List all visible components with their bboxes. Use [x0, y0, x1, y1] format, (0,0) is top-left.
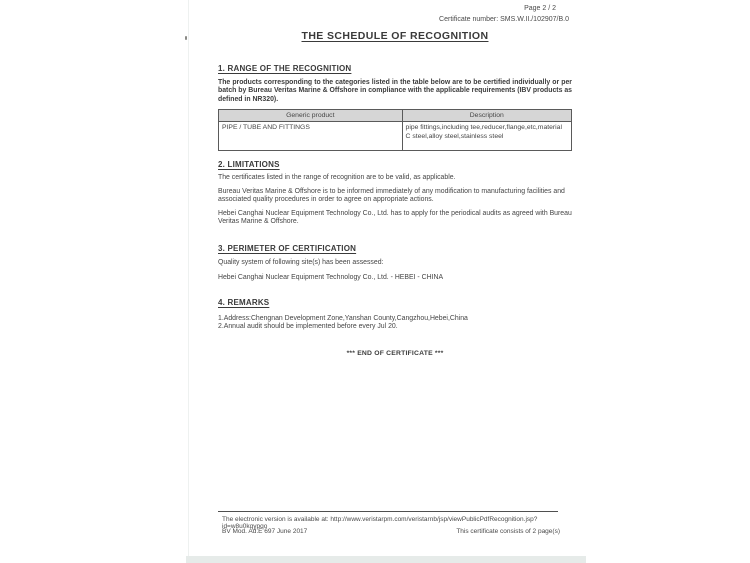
- remarks-list: [218, 315, 572, 331]
- document-title: THE SCHEDULE OF RECOGNITION: [301, 30, 489, 42]
- certificate-number: Certificate number: SMS.W.II./102907/B.0: [439, 16, 569, 23]
- electronic-version-note: The electronic version is available at: http://www.veristarpm.com/veristarnb/jsp/viewPublicPdfRecognition.jsp?id=w8u0kqypqo: [222, 516, 538, 530]
- section-remarks: [218, 298, 572, 331]
- limitations-paragraph: Bureau Veritas Marine & Offshore is to be informed immediately of any modification to manufacturing facilities and associated quality procedures in order to agree on appropriate actions.: [218, 187, 565, 204]
- section-1-heading: 1. RANGE OF THE RECOGNITION: [218, 64, 352, 73]
- form-reference: BV Mod. Ad.E 697 June 2017: [222, 528, 308, 535]
- cell-description: pipe fittings,including tee,reducer,flange,etc,material C steel,alloy steel,stainless steel: [402, 122, 571, 151]
- assessed-site: Hebei Canghai Nuclear Equipment Technology Co., Ltd. - HEBEI - CHINA: [218, 273, 444, 281]
- footer-divider: [218, 511, 558, 512]
- perimeter-paragraph: Quality system of following site(s) has been assessed:: [218, 259, 384, 267]
- document-body: [218, 64, 572, 357]
- page-number: Page 2 / 2: [524, 5, 556, 12]
- scanned-page-bottom-edge: [186, 556, 586, 563]
- page-count-note: This certificate consists of 2 page(s): [456, 528, 560, 535]
- end-of-certificate-marker: *** END OF CERTIFICATE ***: [346, 350, 444, 358]
- scanned-page-left-edge: [188, 0, 189, 556]
- products-table: [218, 109, 572, 151]
- section-3-heading: 3. PERIMETER OF CERTIFICATION: [218, 244, 357, 254]
- table-header-row: [219, 110, 572, 122]
- table-row: [219, 122, 572, 151]
- column-header-generic-product: Generic product: [219, 110, 403, 122]
- range-intro-paragraph: The products corresponding to the categories listed in the table below are to be certified individually or per batch by Bureau Veritas Marine & Offshore in compliance with the applicable requirements (IBV products as defined in NR320).: [218, 79, 572, 103]
- scan-artifact-speck: [185, 36, 187, 40]
- section-perimeter-of-certification: [218, 244, 572, 282]
- section-4-heading: 4. REMARKS: [218, 298, 270, 308]
- limitations-paragraph: Hebei Canghai Nuclear Equipment Technology Co., Ltd. has to apply for the periodical audits as agreed with Bureau Veritas Marine & Offshore.: [218, 209, 572, 225]
- column-header-description: Description: [402, 110, 571, 122]
- limitations-paragraph: The certificates listed in the range of recognition are to be valid, as applicable.: [218, 174, 456, 182]
- remark-line: 1.Address:Chengnan Development Zone,Yanshan County,Cangzhou,Hebei,China: [218, 315, 468, 323]
- remark-line: 2.Annual audit should be implemented before every Jul 20.: [218, 323, 398, 331]
- footer-bottom-row: [222, 528, 560, 535]
- section-range-of-recognition: [218, 64, 572, 151]
- page-header: [218, 5, 572, 23]
- cell-generic-product: PIPE / TUBE AND FITTINGS: [219, 122, 403, 151]
- section-limitations: [218, 160, 572, 226]
- section-2-heading: 2. LIMITATIONS: [218, 160, 280, 170]
